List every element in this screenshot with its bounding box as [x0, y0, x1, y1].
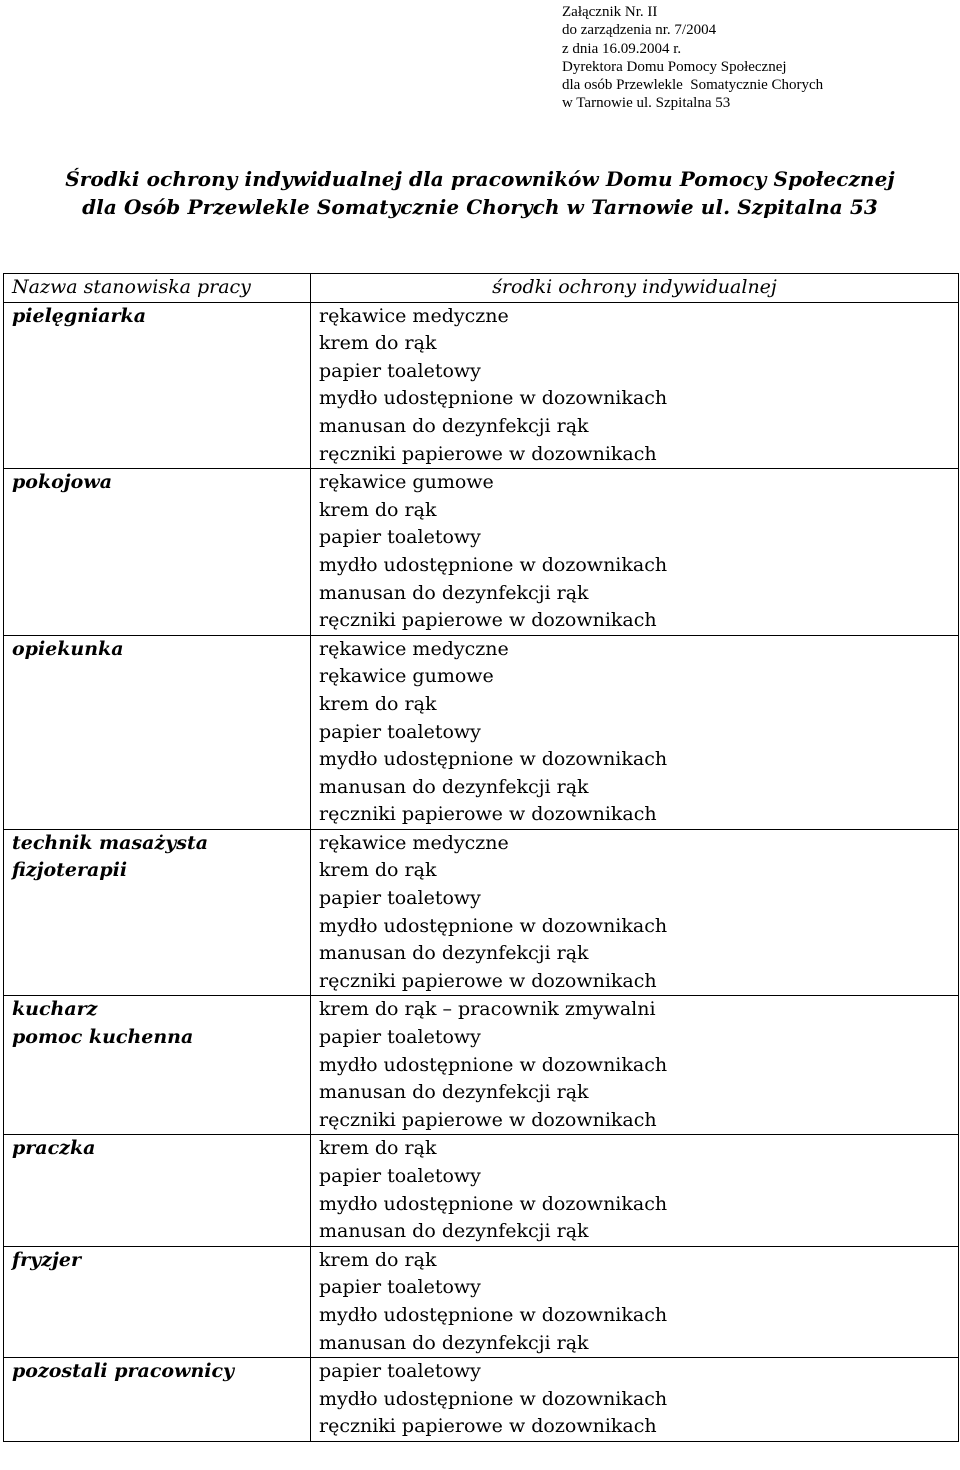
ppe-item: mydło udostępnione w dozownikach [319, 1387, 668, 1410]
ppe-item: krem do rąk [319, 692, 437, 715]
document-title [0, 165, 960, 221]
header-line: do zarządzenia nr. 7/2004 [562, 22, 717, 39]
ppe-table-body [4, 302, 959, 1441]
ppe-item: rękawice medyczne [319, 304, 509, 327]
position-cell [4, 302, 311, 469]
position-name: fizjoterapii [12, 859, 128, 882]
ppe-item: papier toaletowy [319, 720, 481, 743]
header-line: Dyrektora Domu Pomocy Społecznej [562, 58, 787, 75]
ppe-items-cell [311, 1246, 959, 1357]
ppe-item: manusan do dezynfekcji rąk [319, 581, 589, 604]
ppe-item: papier toaletowy [319, 1165, 481, 1187]
ppe-item: ręczniki papierowe w dozownikach [319, 1415, 657, 1438]
position-cell [4, 996, 311, 1135]
items-column-header: środki ochrony indywidualnej [311, 274, 959, 303]
position-cell [4, 829, 311, 996]
position-name: pozostali pracownicy [12, 1360, 235, 1383]
position-cell [4, 1246, 311, 1357]
ppe-item: mydło udostępnione w dozownikach [319, 387, 668, 410]
ppe-item: mydło udostępnione w dozownikach [319, 914, 668, 937]
ppe-items-cell [311, 829, 959, 996]
header-line: Załącznik Nr. II [562, 4, 658, 20]
ppe-item: manusan do dezynfekcji rąk [319, 1220, 589, 1243]
ppe-item: mydło udostępnione w dozownikach [319, 1303, 668, 1326]
ppe-items-cell [311, 996, 959, 1135]
document-title-line: dla Osób Przewlekle Somatycznie Chorych w Tarnowie ul. Szpitalna 53 [82, 195, 878, 219]
header-line: w Tarnowie ul. Szpitalna 53 [562, 95, 731, 112]
ppe-item: ręczniki papierowe w dozownikach [319, 803, 657, 826]
ppe-items-cell [311, 302, 959, 469]
table-row [4, 302, 959, 469]
ppe-item: krem do rąk [319, 859, 437, 882]
table-row [4, 829, 959, 996]
position-name: pokojowa [12, 471, 113, 494]
position-name: praczka [12, 1137, 96, 1160]
table-row [4, 1358, 959, 1442]
ppe-item: ręczniki papierowe w dozownikach [319, 442, 657, 465]
ppe-table [3, 273, 959, 1442]
position-column-header: Nazwa stanowiska pracy [4, 274, 311, 303]
ppe-item: rękawice gumowe [319, 665, 494, 688]
position-name: pielęgniarka [12, 304, 147, 327]
table-row [4, 635, 959, 829]
ppe-item: krem do rąk [319, 1248, 437, 1271]
ppe-item: ręczniki papierowe w dozownikach [319, 969, 657, 992]
table-row [4, 469, 959, 636]
ppe-items-cell [311, 1358, 959, 1442]
ppe-item: manusan do dezynfekcji rąk [319, 775, 589, 798]
ppe-item: manusan do dezynfekcji rąk [319, 1331, 589, 1354]
attachment-header [562, 3, 823, 113]
position-cell [4, 1135, 311, 1246]
ppe-items-cell [311, 1135, 959, 1246]
ppe-item: manusan do dezynfekcji rąk [319, 942, 589, 965]
ppe-item: rękawice medyczne [319, 831, 509, 854]
position-name: kucharz [12, 998, 98, 1021]
ppe-item: rękawice gumowe [319, 471, 494, 494]
position-cell [4, 1358, 311, 1442]
ppe-item: mydło udostępnione w dozownikach [319, 1192, 668, 1215]
position-name: fryzjer [12, 1248, 81, 1271]
ppe-item: ręczniki papierowe w dozownikach [319, 609, 657, 632]
ppe-item: mydło udostępnione w dozownikach [319, 553, 668, 576]
ppe-item: papier toaletowy [319, 359, 481, 382]
table-row [4, 1246, 959, 1357]
position-name: pomoc kuchenna [12, 1026, 194, 1049]
header-line: dla osób Przewlekle Somatycznie Chorych [562, 77, 824, 94]
ppe-item: krem do rąk [319, 332, 437, 355]
ppe-item: papier toaletowy [319, 887, 481, 910]
position-name: technik masażysta [12, 831, 209, 854]
ppe-items-cell [311, 635, 959, 829]
document-title-line: Środki ochrony indywidualnej dla pracowników Domu Pomocy Społecznej [65, 167, 895, 191]
table-row [4, 1135, 959, 1246]
ppe-item: krem do rąk [319, 498, 437, 521]
ppe-item: papier toaletowy [319, 1026, 481, 1049]
ppe-item: papier toaletowy [319, 526, 481, 549]
position-cell [4, 635, 311, 829]
position-name: opiekunka [12, 637, 124, 660]
ppe-item: manusan do dezynfekcji rąk [319, 1081, 589, 1104]
header-line: z dnia 16.09.2004 r. [562, 40, 682, 57]
ppe-item: mydło udostępnione w dozownikach [319, 748, 668, 771]
ppe-item: krem do rąk – pracownik zmywalni [319, 998, 656, 1021]
ppe-item: papier toaletowy [319, 1276, 481, 1299]
position-cell [4, 469, 311, 636]
table-header-row [4, 274, 959, 303]
ppe-item: rękawice medyczne [319, 637, 509, 660]
table-row [4, 996, 959, 1135]
ppe-item: papier toaletowy [319, 1360, 481, 1383]
ppe-item: ręczniki papierowe w dozownikach [319, 1108, 657, 1131]
ppe-item: krem do rąk [319, 1137, 437, 1160]
ppe-items-cell [311, 469, 959, 636]
ppe-item: mydło udostępnione w dozownikach [319, 1053, 668, 1076]
ppe-item: manusan do dezynfekcji rąk [319, 414, 589, 437]
